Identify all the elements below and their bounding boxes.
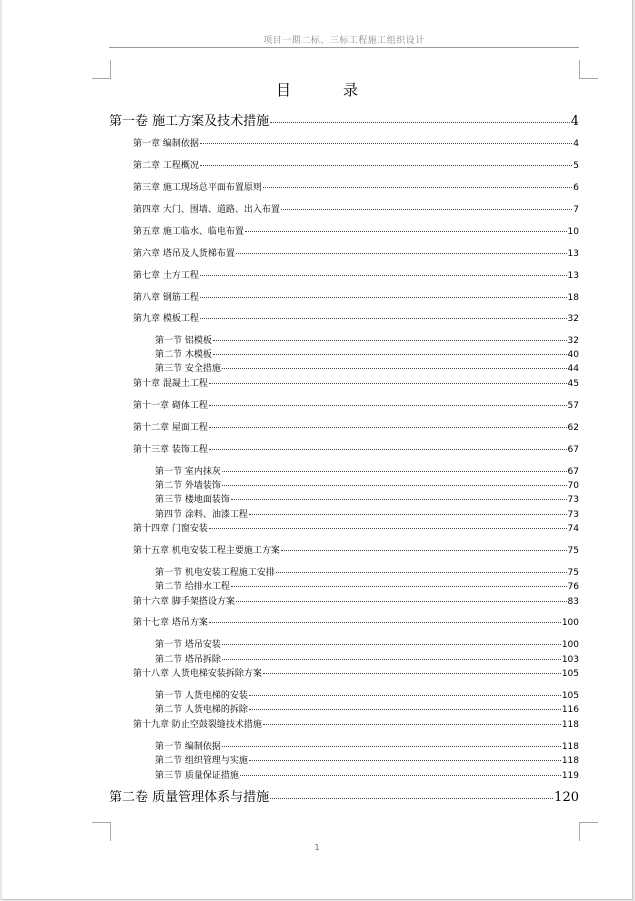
toc-entry-label: 第一节 人货电梯的安装 — [155, 691, 248, 701]
toc-entry-label: 第十二章 屋面工程 — [133, 423, 208, 433]
toc-entry[interactable] — [133, 268, 579, 281]
toc-entry-label: 第二章 工程概况 — [133, 161, 199, 171]
toc-entry-label: 第三章 施工现场总平面布置原则 — [133, 183, 262, 193]
toc-leader-dots — [222, 746, 561, 747]
toc-entry-page: 100 — [561, 640, 579, 650]
toc-leader-dots — [209, 449, 567, 450]
toc-entry[interactable] — [155, 478, 579, 491]
toc-entry-page: 5 — [573, 161, 579, 171]
toc-leader-dots — [245, 231, 567, 232]
toc-leader-dots — [249, 695, 561, 696]
toc-entry-page: 7 — [573, 205, 579, 215]
toc-entry-page: 76 — [567, 582, 579, 592]
toc-entry-page: 73 — [567, 495, 579, 505]
toc-leader-dots — [236, 601, 567, 602]
toc-entry-label: 第一节 编制依据 — [155, 742, 221, 752]
toc-entry[interactable] — [155, 739, 579, 752]
toc-entry-page: 62 — [567, 423, 579, 433]
toc-entry[interactable] — [133, 420, 579, 433]
toc-entry[interactable] — [155, 565, 579, 578]
toc-entry-label: 第二节 组织管理与实施 — [155, 756, 248, 766]
toc-entry-label: 第七章 土方工程 — [133, 271, 199, 281]
toc-entry[interactable] — [133, 224, 579, 237]
toc-title-left: 目 — [275, 81, 291, 99]
toc-leader-dots — [263, 187, 572, 188]
toc-entry[interactable] — [133, 311, 579, 324]
toc-entry-label: 第三节 质量保证措施 — [155, 771, 239, 781]
toc-entry[interactable] — [133, 666, 579, 679]
toc-entry-label: 第四节 涂料、油漆工程 — [155, 510, 248, 520]
toc-entry-page: 44 — [567, 364, 579, 374]
toc-leader-dots — [213, 354, 567, 355]
toc-entry-page: 70 — [567, 481, 579, 491]
toc-entry[interactable] — [133, 398, 579, 411]
toc-leader-dots — [222, 471, 567, 472]
toc-leader-dots — [200, 275, 567, 276]
toc-entry[interactable] — [155, 579, 579, 592]
toc-leader-dots — [222, 368, 567, 369]
toc-leader-dots — [249, 760, 561, 761]
toc-entry-label: 第二节 木模板 — [155, 350, 212, 360]
toc-entry-page: 6 — [573, 183, 579, 193]
toc-leader-dots — [263, 673, 561, 674]
toc-entry[interactable] — [155, 768, 579, 781]
toc-entry-label: 第十五章 机电安装工程主要施工方案 — [133, 546, 280, 556]
document-page — [2, 0, 633, 900]
toc-entry[interactable] — [133, 521, 579, 534]
toc-leader-dots — [276, 572, 567, 573]
toc-entry-label: 第十四章 门窗安装 — [133, 524, 208, 534]
toc-entry-label: 第十三章 装饰工程 — [133, 445, 208, 455]
toc-entry-page: 118 — [561, 742, 579, 752]
toc-entry[interactable] — [109, 786, 579, 805]
toc-entry-page: 105 — [561, 669, 579, 679]
toc-entry-label: 第四章 大门、围墙、道路、出入布置 — [133, 205, 280, 215]
toc-title-right: 录 — [343, 81, 359, 99]
toc-entry[interactable] — [133, 136, 579, 149]
toc-entry[interactable] — [133, 543, 579, 556]
toc-entry-page: 100 — [561, 618, 579, 628]
toc-entry[interactable] — [155, 753, 579, 766]
toc-entry-page: 13 — [567, 249, 579, 259]
toc-leader-dots — [209, 383, 567, 384]
toc-entry[interactable] — [155, 347, 579, 360]
toc-leader-dots — [240, 775, 561, 776]
toc-entry-label: 第二节 给排水工程 — [155, 582, 230, 592]
toc-entry-page: 32 — [567, 336, 579, 346]
toc-entry-label: 第三节 安全措施 — [155, 364, 221, 374]
toc-leader-dots — [281, 550, 567, 551]
toc-entry-label: 第一卷 施工方案及技术措施 — [109, 114, 270, 129]
toc-entry-label: 第二卷 质量管理体系与措施 — [109, 790, 270, 805]
toc-entry-page: 75 — [567, 568, 579, 578]
toc-entry-label: 第一节 机电安装工程施工安排 — [155, 568, 275, 578]
toc-entry-page: 119 — [561, 771, 579, 781]
toc-leader-dots — [231, 499, 567, 500]
toc-entry[interactable] — [155, 507, 579, 520]
toc-entry-label: 第十九章 防止空鼓裂缝技术措施 — [133, 720, 262, 730]
crop-mark-bottom-right — [579, 822, 598, 841]
toc-entry-page: 74 — [567, 524, 579, 534]
toc-entry-label: 第一章 编制依据 — [133, 139, 199, 149]
toc-entry[interactable] — [155, 702, 579, 715]
toc-entry[interactable] — [155, 652, 579, 665]
toc-entry-page: 73 — [567, 510, 579, 520]
toc-entry-page: 45 — [567, 379, 579, 389]
toc-entry-label: 第一节 铝模板 — [155, 336, 212, 346]
toc-entry[interactable] — [133, 158, 579, 171]
toc-leader-dots — [249, 709, 561, 710]
crop-mark-top-right — [579, 60, 598, 79]
table-of-contents — [109, 0, 579, 840]
toc-leader-dots — [263, 724, 561, 725]
toc-entry-label: 第八章 钢筋工程 — [133, 293, 199, 303]
toc-entry[interactable] — [133, 290, 579, 303]
toc-entry-label: 第一节 室内抹灰 — [155, 467, 221, 477]
toc-entry-page: 120 — [554, 790, 579, 805]
toc-entry-page: 118 — [561, 720, 579, 730]
toc-leader-dots — [231, 586, 567, 587]
toc-entry[interactable] — [133, 202, 579, 215]
toc-entry[interactable] — [109, 110, 579, 129]
toc-entry[interactable] — [133, 376, 579, 389]
toc-entry-page: 116 — [561, 705, 579, 715]
toc-entry-page: 4 — [570, 114, 579, 129]
toc-entry-page: 40 — [567, 350, 579, 360]
toc-leader-dots — [270, 122, 570, 123]
toc-leader-dots — [209, 528, 567, 529]
toc-entry-label: 第二节 塔吊拆除 — [155, 655, 221, 665]
toc-entry[interactable] — [155, 492, 579, 505]
toc-entry-page: 4 — [573, 139, 579, 149]
toc-entry[interactable] — [155, 688, 579, 701]
toc-entry-label: 第十八章 人货电梯安装拆除方案 — [133, 669, 262, 679]
toc-leader-dots — [200, 165, 572, 166]
toc-entry-label: 第五章 施工临水、临电布置 — [133, 227, 244, 237]
toc-entry-page: 57 — [567, 401, 579, 411]
toc-entry-label: 第二节 人货电梯的拆除 — [155, 705, 248, 715]
toc-leader-dots — [222, 659, 561, 660]
toc-leader-dots — [270, 798, 553, 799]
toc-leader-dots — [209, 405, 567, 406]
toc-entry-label: 第九章 模板工程 — [133, 314, 199, 324]
toc-entry[interactable] — [155, 333, 579, 346]
toc-entry[interactable] — [133, 594, 579, 607]
toc-entry-page: 75 — [567, 546, 579, 556]
page-number: 1 — [314, 843, 320, 852]
page-header: 项目一期二标、三标工程施工组织设计 — [263, 36, 425, 46]
toc-entry-label: 第十一章 砌体工程 — [133, 401, 208, 411]
toc-entry[interactable] — [155, 637, 579, 650]
toc-entry-label: 第十六章 脚手架搭设方案 — [133, 597, 235, 607]
toc-entry[interactable] — [155, 361, 579, 374]
toc-entry[interactable] — [133, 246, 579, 259]
toc-entry-page: 105 — [561, 691, 579, 701]
toc-entry[interactable] — [155, 464, 579, 477]
toc-entry-label: 第二节 外墙装饰 — [155, 481, 221, 491]
toc-leader-dots — [281, 209, 572, 210]
toc-entry-page: 67 — [567, 467, 579, 477]
toc-entry-page: 67 — [567, 445, 579, 455]
toc-entry-page: 10 — [567, 227, 579, 237]
toc-leader-dots — [222, 644, 561, 645]
toc-entry-page: 103 — [561, 655, 579, 665]
toc-entry-label: 第十章 混凝土工程 — [133, 379, 208, 389]
toc-entry-page: 83 — [567, 597, 579, 607]
toc-leader-dots — [200, 318, 567, 319]
toc-entry[interactable] — [133, 180, 579, 193]
toc-leader-dots — [213, 340, 567, 341]
toc-leader-dots — [209, 622, 561, 623]
toc-entry[interactable] — [133, 442, 579, 455]
toc-entry-page: 32 — [567, 314, 579, 324]
toc-leader-dots — [200, 143, 572, 144]
toc-entry-label: 第一节 塔吊安装 — [155, 640, 221, 650]
toc-entry-page: 18 — [567, 293, 579, 303]
toc-entry[interactable] — [133, 615, 579, 628]
toc-leader-dots — [200, 297, 567, 298]
toc-leader-dots — [249, 514, 567, 515]
toc-leader-dots — [236, 253, 567, 254]
toc-entry-label: 第十七章 塔吊方案 — [133, 618, 208, 628]
toc-entry[interactable] — [133, 717, 579, 730]
toc-entry-label: 第六章 塔吊及人货梯布置 — [133, 249, 235, 259]
toc-entry-label: 第三节 楼地面装饰 — [155, 495, 230, 505]
toc-entry-page: 13 — [567, 271, 579, 281]
toc-leader-dots — [209, 427, 567, 428]
toc-leader-dots — [222, 485, 567, 486]
toc-entry-page: 118 — [561, 756, 579, 766]
